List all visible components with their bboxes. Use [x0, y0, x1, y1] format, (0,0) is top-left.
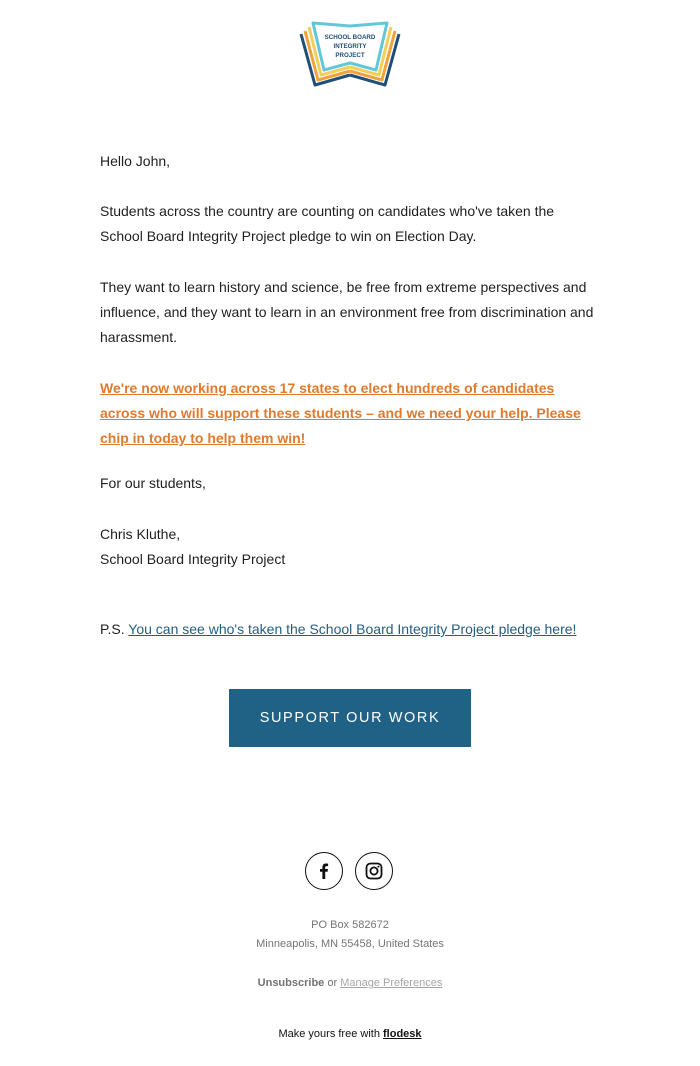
greeting: Hello John,	[100, 153, 171, 169]
support-our-work-button[interactable]	[229, 689, 471, 747]
facebook-icon	[314, 861, 334, 881]
postscript	[100, 617, 600, 642]
signature-name: Chris Kluthe,	[100, 526, 181, 542]
address-line-1: PO Box 582672	[311, 919, 389, 931]
signature-organization: School Board Integrity Project	[100, 551, 286, 567]
pledge-list-link[interactable]: You can see who's taken the School Board Integrity Project pledge here!	[128, 621, 577, 637]
support-our-work-label: SUPPORT OUR WORK	[259, 710, 441, 726]
flodesk-link[interactable]: flodesk	[383, 1028, 422, 1040]
school-board-integrity-project-logo	[299, 17, 401, 87]
manage-preferences-link[interactable]: Manage Preferences	[340, 977, 443, 989]
made-with-text: Make yours free with	[278, 1028, 380, 1040]
mailing-address	[150, 916, 550, 954]
signoff: For our students,	[100, 475, 206, 491]
body-paragraph-2: They want to learn history and science, be free from extreme perspectives and influence, and they want to learn in an environment free from discrimination and harassment.	[100, 279, 594, 345]
signature	[100, 522, 600, 572]
made-with-footer	[150, 1028, 550, 1040]
email-preferences	[150, 977, 550, 989]
logo-text-line2: INTEGRITY	[333, 43, 367, 50]
postscript-prefix: P.S.	[100, 621, 125, 637]
logo-text-line1: SCHOOL BOARD	[324, 34, 376, 41]
facebook-link[interactable]	[305, 852, 343, 890]
unsubscribe-link[interactable]: Unsubscribe	[257, 977, 325, 989]
address-line-2: Minneapolis, MN 55458, United States	[256, 938, 444, 950]
instagram-link[interactable]	[355, 852, 393, 890]
body-paragraph-1: Students across the country are counting on candidates who've taken the School Board Integrity Project pledge to win on Election Day.	[100, 203, 555, 244]
donate-call-to-action-link[interactable]: We're now working across 17 states to elect hundreds of candidates across who will support these students – and we need your help. Please chip in today to help them win!	[100, 380, 581, 446]
instagram-icon	[364, 861, 384, 881]
or-text: or	[327, 977, 338, 989]
logo-text-line3: PROJECT	[335, 52, 365, 59]
